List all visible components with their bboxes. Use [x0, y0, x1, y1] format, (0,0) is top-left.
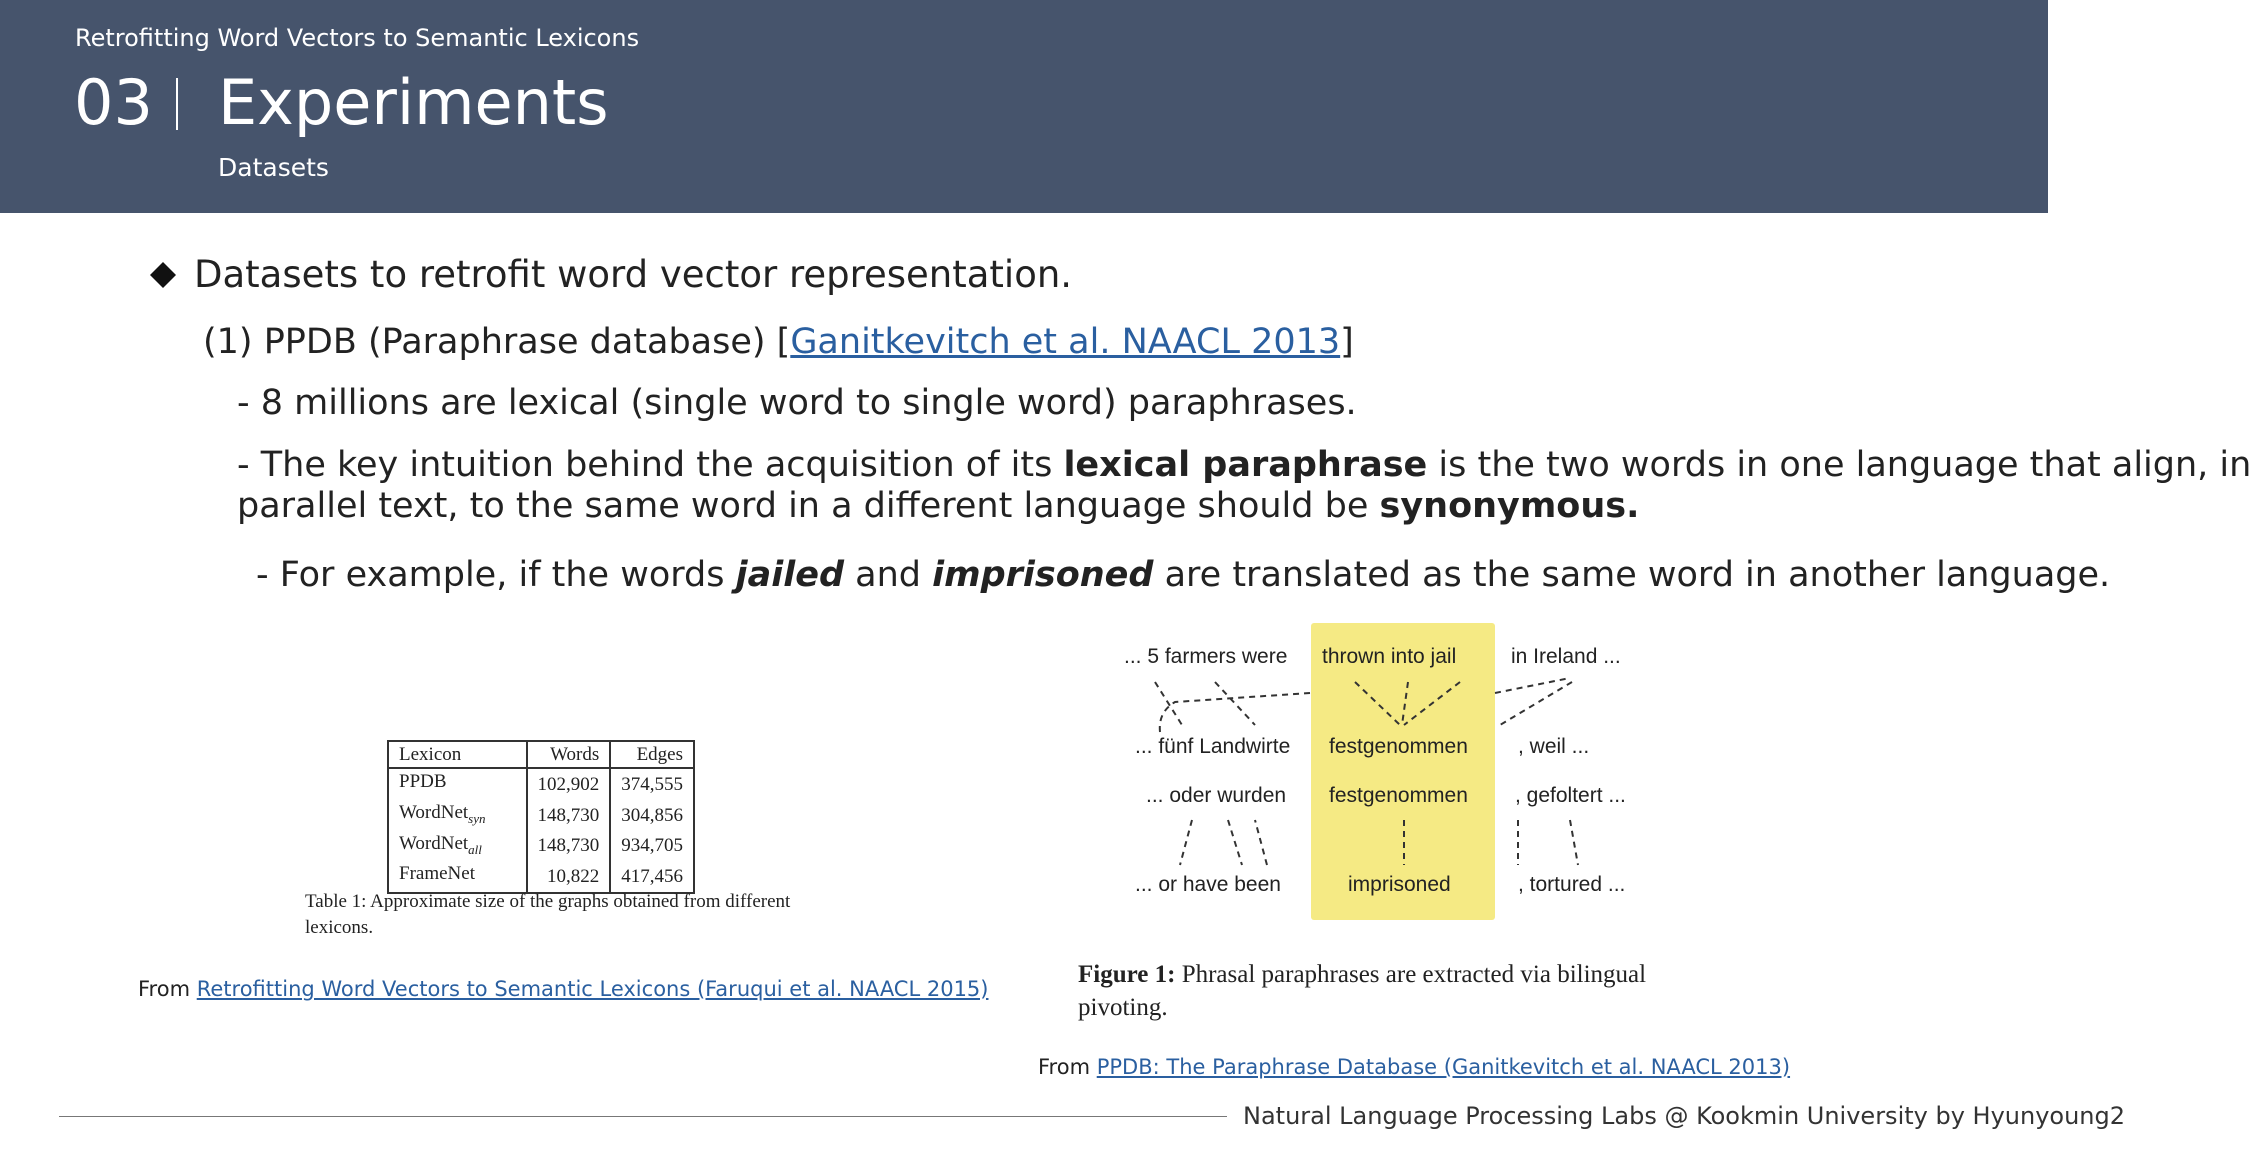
section-number: 03	[74, 66, 153, 139]
table-cell: 934,705	[610, 831, 694, 862]
figure-en-right-2: , tortured ...	[1518, 873, 1626, 896]
table-row	[388, 768, 694, 800]
table-cell: 148,730	[527, 831, 611, 862]
section-subtitle: Datasets	[218, 153, 329, 182]
dash-item-lexical: - 8 millions are lexical (single word to single word) paraphrases.	[237, 383, 1357, 423]
figure-de-left-2: ... oder wurden	[1146, 784, 1287, 807]
table-source: From Retrofitting Word Vectors to Semantic Lexicons (Faruqui et al. NAACL 2015)	[138, 977, 989, 1001]
lexicon-size-table	[387, 740, 695, 894]
dash-item-example: - For example, if the words jailed and imprisoned are translated as the same word in another language.	[256, 555, 2111, 595]
table-cell: PPDB	[399, 771, 447, 792]
figure-en-left: ... 5 farmers were	[1124, 645, 1288, 668]
figure-de-left-1: ... fünf Landwirte	[1135, 735, 1291, 758]
table-caption: Table 1: Approximate size of the graphs obtained from different lexicons.	[305, 891, 791, 938]
figure-de-right-2: , gefoltert ...	[1515, 784, 1626, 807]
table-cell: FrameNet	[399, 863, 475, 885]
main-bullet-text: Datasets to retrofit word vector representation.	[194, 253, 1073, 296]
figure-source: From PPDB: The Paraphrase Database (Ganitkevitch et al. NAACL 2013)	[1038, 1055, 1791, 1079]
figure-en-left-2: ... or have been	[1135, 873, 1281, 896]
title-separator	[176, 78, 178, 130]
table-cell: 304,856	[610, 800, 694, 831]
table-header-cell: Lexicon	[388, 741, 527, 768]
table-header-cell: Edges	[610, 741, 694, 768]
table-row	[388, 800, 694, 831]
faruqui-paper-link[interactable]: Retrofitting Word Vectors to Semantic Lexicons (Faruqui et al. NAACL 2015)	[196, 977, 989, 1001]
figure-en-pivot: thrown into jail	[1322, 645, 1457, 668]
slide-header	[0, 0, 2048, 213]
figure-de-pivot-1: festgenommen	[1329, 735, 1468, 758]
figure-de-right-1: , weil ...	[1518, 735, 1590, 758]
table-cell: 417,456	[610, 861, 694, 893]
table-row	[388, 831, 694, 862]
table-header-cell: Words	[527, 741, 611, 768]
table-cell: 10,822	[527, 861, 611, 893]
pivot-diagram	[1100, 620, 1660, 920]
figure-caption: Figure 1: Phrasal paraphrases are extracted via bilingual pivoting.	[1078, 961, 1647, 1021]
slide-title: Experiments	[218, 66, 609, 139]
ganitkevitch-citation-link[interactable]: Ganitkevitch et al. NAACL 2013	[790, 322, 1341, 362]
diamond-bullet-icon	[150, 262, 176, 288]
table-cell: 148,730	[527, 800, 611, 831]
figure-en-right: in Ireland ...	[1511, 645, 1621, 668]
ppdb-paper-link[interactable]: PPDB: The Paraphrase Database (Ganitkevitch et al. NAACL 2013)	[1096, 1055, 1791, 1079]
dash-item-intuition-line2: parallel text, to the same word in a different language should be synonymous.	[237, 486, 1640, 526]
table-header-row	[388, 741, 694, 768]
footer-credit: Natural Language Processing Labs @ Kookmin University by Hyunyoung2	[1243, 1102, 2126, 1130]
figure-en-pivot-2: imprisoned	[1348, 873, 1451, 896]
footer-divider	[59, 1116, 1227, 1117]
table-cell: WordNet$_{syn}$	[399, 801, 486, 826]
dash-item-intuition-line1: - The key intuition behind the acquisition of its lexical paraphrase is the two words in one language that align, in	[237, 445, 2251, 485]
table-cell: 102,902	[527, 768, 611, 800]
table-cell: 374,555	[610, 768, 694, 800]
figure-de-pivot-2: festgenommen	[1329, 784, 1468, 807]
deck-subtitle: Retrofitting Word Vectors to Semantic Lexicons	[75, 24, 640, 52]
ppdb-heading: (1) PPDB (Paraphrase database) [Ganitkevitch et al. NAACL 2013]	[203, 322, 1354, 362]
table-cell: WordNet$_{all}$	[399, 832, 482, 857]
